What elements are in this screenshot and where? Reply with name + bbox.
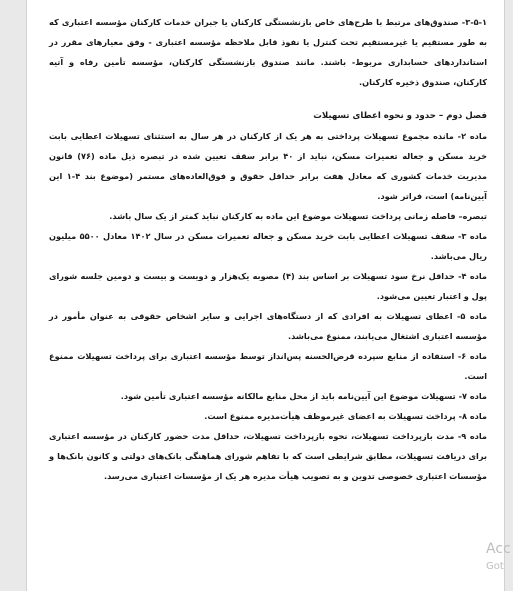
article-text: مدت بازپرداخت تسهیلات، نحوه بازپرداخت تسهیلات، حداقل مدت حضور کارکنان در مؤسسه اعتباری برای دریافت تسهیلات، مطابق شرایطی است که با تفاهم شورای هماهنگی بانک‌های دولتی و کانون بانک‌ها و مؤسسات اعتباری خصوصی تدوین و به تصویب هیأت مدیره هر یک از مؤسسات اعتباری می‌رسد. [49,431,487,481]
article-text: اعطای تسهیلات به افرادی که از دستگاه‌های اجرایی و سایر اشخاص حقوقی به عنوان مأمور در مؤسسه اعتباری اشتغال می‌یابند، ممنوع می‌باشد. [49,311,487,341]
article-label: ماده ۲- [453,131,488,141]
article-label: ماده ۶- [454,351,487,361]
article-label: ماده ۷- [455,391,487,401]
note-label: تبصره– [455,211,487,221]
article-label: ماده ۹- [454,431,487,441]
article-label: ماده ۸- [455,411,487,421]
article-text: استفاده از منابع سپرده قرض‌الحسنه پس‌انداز توسط مؤسسه اعتباری برای پرداخت تسهیلات ممنوع است. [49,351,487,381]
paragraph-text: ۳-۵-۱- صندوق‌های مرتبط با طرح‌های خاص بازنشستگی کارکنان یا جبران خدمات کارکنان مؤسسه اعتباری که به طور مستقیم یا غیرمستقیم تحت کنترل یا نفوذ قابل ملاحظه مؤسسه اعتباری - وفق معیارهای مقرر در استانداردهای حسابداری مربوط- باشند. مانند صندوق بازنشستگی کارکنان، مؤسسه تأمین رفاه و آتیه کارکنان، صندوق ذخیره کارکنان. [49,17,487,87]
note-text: فاصله زمانی پرداخت تسهیلات موضوع این ماده به کارکنان نباید کمتر از یک سال باشد. [109,211,456,221]
watermark-line-1: Acc [486,541,511,557]
document-content [49,12,487,486]
article-5 [49,306,487,346]
article-7 [49,386,487,406]
article-3 [49,226,487,266]
article-2 [49,126,487,206]
note-paragraph [49,206,487,226]
paragraph-3-5-1 [49,12,487,92]
article-label: ماده ۳- [454,231,488,241]
document-page [26,0,505,591]
article-text: مانده مجموع تسهیلات پرداختی به هر یک از کارکنان در هر سال به استثنای تسهیلات اعطایی بابت خرید مسکن و جعاله تعمیرات مسکن، نباید از ۴۰ برابر سقف تعیین شده در تبصره ذیل ماده (۷۶) قانون مدیریت خدمات کشوری که معادل هفت برابر حداقل حقوق و فوق‌العاده‌های مستمر (موضوع بند ۴-۱ این آیین‌نامه) است، فراتر شود. [49,131,487,201]
activation-watermark [486,540,511,576]
chapter-heading [49,106,487,126]
chapter-title: فصل دوم – حدود و نحوه اعطای تسهیلات [313,111,487,121]
watermark-line-2: Got [486,561,504,572]
article-9 [49,426,487,486]
article-label: ماده ۴- [454,271,487,281]
article-6 [49,346,487,386]
article-8 [49,406,487,426]
article-label: ماده ۵- [452,311,488,321]
article-text: سقف تسهیلات اعطایی بابت خرید مسکن و جعاله تعمیرات مسکن در سال ۱۴۰۲ معادل ۵۵۰۰ میلیون ریال می‌باشد. [49,231,487,261]
article-4 [49,266,487,306]
spacer [49,92,487,106]
article-text: تسهیلات موضوع این آیین‌نامه باید از محل منابع مالکانه مؤسسه اعتباری تأمین شود. [120,391,456,401]
article-text: پرداخت تسهیلات به اعضای غیرموظف هیأت‌مدیره ممنوع است. [204,411,456,421]
article-text: حداقل نرخ سود تسهیلات بر اساس بند (۴) مصوبه یک‌هزار و دویست و بیست و دومین جلسه شورای پول و اعتبار تعیین می‌شود. [49,271,487,301]
